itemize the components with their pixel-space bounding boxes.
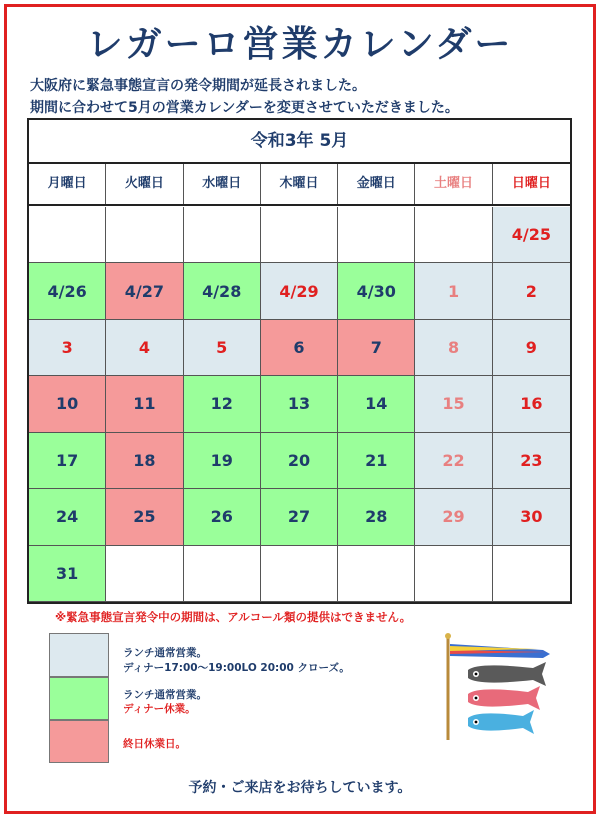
calendar-day-cell: 11 (106, 376, 183, 432)
calendar-day-cell: 2 (493, 263, 570, 319)
calendar-empty-cell (184, 546, 261, 602)
calendar-day-cell: 18 (106, 433, 183, 489)
legend (49, 633, 419, 763)
calendar-day-cell: 6 (261, 320, 338, 376)
weekday-sat: 土曜日 (415, 164, 492, 204)
weekday-thu: 木曜日 (261, 164, 338, 204)
calendar-empty-cell (106, 207, 183, 263)
calendar-day-cell: 16 (493, 376, 570, 432)
calendar-day-grid (29, 207, 570, 602)
legend-pink-line-1: 終日休業日。 (123, 738, 186, 750)
calendar-empty-cell (338, 207, 415, 263)
weekday-mon: 月曜日 (29, 164, 106, 204)
calendar-day-cell: 29 (415, 489, 492, 545)
calendar-empty-cell (184, 207, 261, 263)
calendar-day-cell: 4/25 (493, 207, 570, 263)
legend-row-green (49, 677, 419, 720)
calendar-day-cell: 4/28 (184, 263, 261, 319)
business-calendar (27, 118, 572, 604)
calendar-empty-cell (415, 207, 492, 263)
calendar-day-cell: 4/26 (29, 263, 106, 319)
legend-row-blue (49, 633, 419, 677)
calendar-day-cell: 31 (29, 546, 106, 602)
calendar-day-cell: 17 (29, 433, 106, 489)
legend-swatch-pink (49, 720, 109, 763)
koinobori-illustration (438, 630, 553, 745)
calendar-day-cell: 15 (415, 376, 492, 432)
calendar-day-cell: 30 (493, 489, 570, 545)
calendar-day-cell: 4/30 (338, 263, 415, 319)
calendar-day-cell: 14 (338, 376, 415, 432)
legend-blue-line-1: ランチ通常営業。 (123, 647, 207, 659)
calendar-day-cell: 1 (415, 263, 492, 319)
legend-blue-line-2: ディナー17:00～19:00LO 20:00 クローズ。 (123, 662, 350, 674)
legend-swatch-blue (49, 633, 109, 677)
weekday-tue: 火曜日 (106, 164, 183, 204)
calendar-day-cell: 5 (184, 320, 261, 376)
blue-carp (468, 710, 534, 734)
notice-line-2: 期間に合わせて5月の営業カレンダーを変更させていただきました。 (30, 100, 459, 116)
black-carp (468, 662, 546, 686)
legend-green-line-1: ランチ通常営業。 (123, 689, 207, 701)
weekday-fri: 金曜日 (338, 164, 415, 204)
weekday-sun: 日曜日 (511, 176, 551, 191)
calendar-day-cell: 28 (338, 489, 415, 545)
calendar-day-cell: 22 (415, 433, 492, 489)
calendar-day-cell: 4/29 (261, 263, 338, 319)
calendar-day-cell: 4/27 (106, 263, 183, 319)
calendar-empty-cell (493, 546, 570, 602)
calendar-day-cell: 4 (106, 320, 183, 376)
calendar-day-cell: 20 (261, 433, 338, 489)
calendar-day-cell: 24 (29, 489, 106, 545)
red-carp (468, 686, 540, 710)
calendar-day-cell: 3 (29, 320, 106, 376)
calendar-day-cell: 26 (184, 489, 261, 545)
calendar-day-cell: 19 (184, 433, 261, 489)
legend-swatch-green (49, 677, 109, 720)
calendar-day-cell: 9 (493, 320, 570, 376)
legend-green-line-2: ディナー休業。 (123, 703, 196, 715)
notice-line-1: 大阪府に緊急事態宣言の発令期間が延長されました。 (30, 78, 366, 94)
calendar-day-cell: 8 (415, 320, 492, 376)
calendar-day-cell: 10 (29, 376, 106, 432)
alcohol-footnote: ※緊急事態宣言発令中の期間は、アルコール類の提供はできません。 (55, 610, 412, 624)
calendar-day-cell: 21 (338, 433, 415, 489)
calendar-month-header: 令和3年 5月 (29, 120, 570, 164)
calendar-empty-cell (29, 207, 106, 263)
calendar-day-cell: 27 (261, 489, 338, 545)
calendar-day-cell: 7 (338, 320, 415, 376)
page-title: レガーロ営業カレンダー (86, 24, 514, 65)
weekday-header-row (29, 164, 570, 206)
calendar-day-cell: 25 (106, 489, 183, 545)
calendar-empty-cell (106, 546, 183, 602)
calendar-day-cell: 12 (184, 376, 261, 432)
calendar-empty-cell (338, 546, 415, 602)
calendar-day-cell: 13 (261, 376, 338, 432)
calendar-empty-cell (261, 207, 338, 263)
calendar-empty-cell (261, 546, 338, 602)
closing-message: 予約・ご来店をお待ちしています。 (188, 780, 412, 796)
calendar-day-cell: 23 (493, 433, 570, 489)
calendar-empty-cell (415, 546, 492, 602)
legend-row-pink (49, 720, 419, 763)
weekday-wed: 水曜日 (184, 164, 261, 204)
